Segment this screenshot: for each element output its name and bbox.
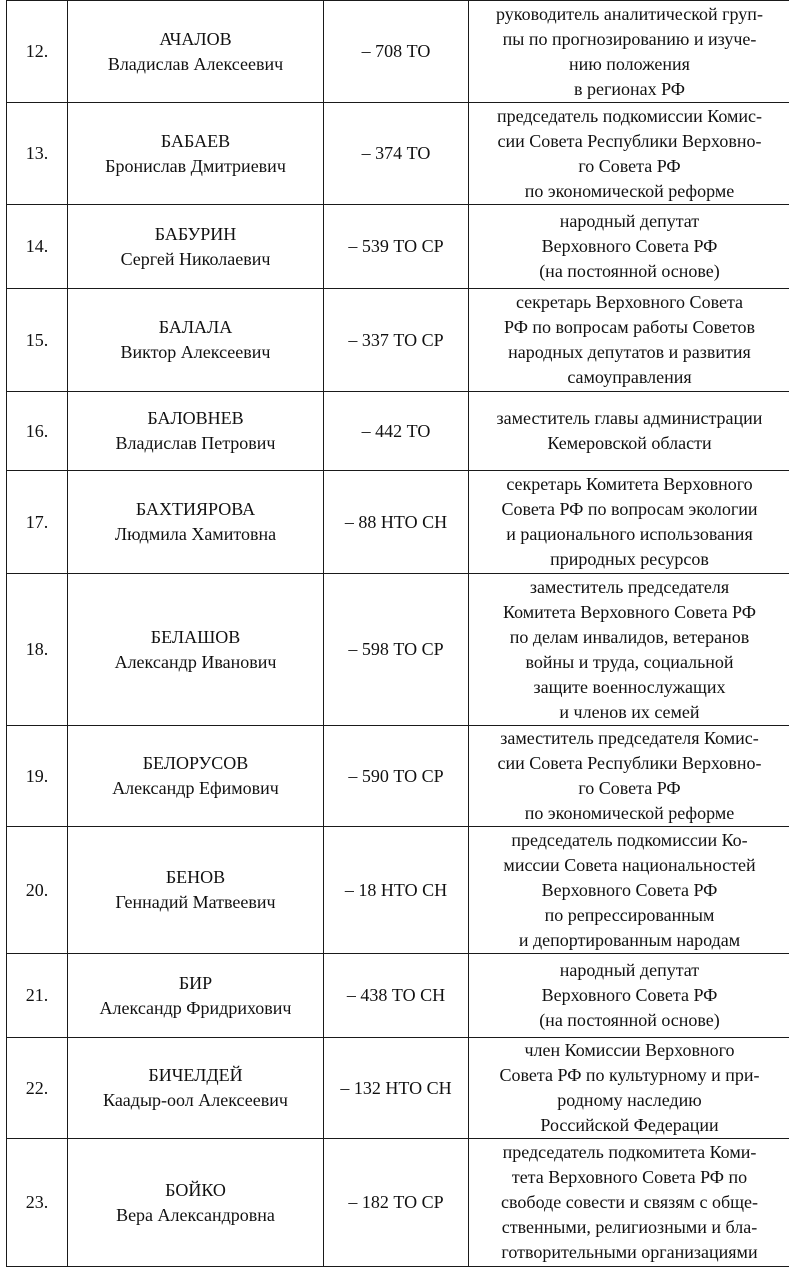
deputy-name-cell <box>68 1038 324 1139</box>
deputy-surname: БАЛОВНЕВ <box>147 408 244 428</box>
table-row <box>7 574 789 726</box>
deputy-surname: БЕНОВ <box>165 867 226 887</box>
table-row <box>7 726 789 827</box>
deputy-surname: АЧАЛОВ <box>159 28 232 49</box>
deputy-name-cell <box>68 954 324 1038</box>
position-line: го Совета РФ <box>578 778 681 798</box>
row-number: 22. <box>7 1038 68 1139</box>
position-line: войны и труда, социальной <box>525 651 734 672</box>
position-line: председатель подкомиссии Ко- <box>511 829 748 850</box>
district-code: – 708 ТО <box>324 1 469 103</box>
position-line: го Совета РФ <box>578 155 681 176</box>
row-number: 12. <box>7 1 68 103</box>
position-line: секретарь Комитета Верховного <box>506 474 753 494</box>
position-line: заместитель председателя <box>529 576 730 597</box>
position-line: народный депутат <box>559 960 700 980</box>
table-row <box>7 392 789 471</box>
deputy-name-cell <box>68 726 324 827</box>
district-code: – 132 НТО СН <box>324 1038 469 1139</box>
district-code: – 442 ТО <box>324 392 469 471</box>
table-row <box>7 1 789 103</box>
table-row <box>7 954 789 1038</box>
position-line: Совета РФ по вопросам экологии <box>501 499 758 519</box>
deputy-position <box>469 103 789 205</box>
table-row <box>7 1038 789 1139</box>
deputy-given-names: Каадыр-оол Алексеевич <box>103 1090 288 1110</box>
deputy-name-cell <box>68 1 324 103</box>
position-line: Российской Федерации <box>540 1115 719 1135</box>
deputy-given-names: Бронислав Дмитриевич <box>105 155 286 176</box>
row-number: 13. <box>7 103 68 205</box>
position-line: председатель подкомиссии Комис- <box>496 105 763 126</box>
deputy-position <box>469 954 789 1038</box>
district-code: – 18 НТО СН <box>324 827 469 954</box>
deputy-name-cell <box>68 289 324 392</box>
position-line: по делам инвалидов, ветеранов <box>509 626 750 647</box>
deputy-position <box>469 574 789 726</box>
position-line: готворительными организациями <box>501 1242 758 1262</box>
district-code: – 337 ТО СР <box>324 289 469 392</box>
position-line: секретарь Верховного Совета <box>515 292 744 312</box>
district-code: – 182 ТО СР <box>324 1139 469 1267</box>
position-line: свободе совести и связям с обще- <box>501 1192 758 1212</box>
table-row <box>7 1139 789 1267</box>
position-line: РФ по вопросам работы Советов <box>504 317 755 337</box>
position-line: заместитель главы администрации <box>496 408 763 428</box>
deputy-position <box>469 726 789 827</box>
deputy-name-cell <box>68 574 324 726</box>
district-code: – 539 ТО СР <box>324 205 469 289</box>
position-line: родному наследию <box>557 1090 702 1110</box>
row-number: 19. <box>7 726 68 827</box>
deputy-surname: БЕЛАШОВ <box>150 626 241 647</box>
position-line: председатель подкомитета Коми- <box>502 1142 757 1162</box>
row-number: 18. <box>7 574 68 726</box>
position-line: член Комиссии Верховного <box>524 1040 735 1060</box>
position-line: по репрессированным <box>544 904 715 925</box>
position-line: тета Верховного Совета РФ по <box>511 1167 748 1187</box>
deputy-position <box>469 827 789 954</box>
position-line: самоуправления <box>567 367 692 387</box>
table-row <box>7 827 789 954</box>
deputies-table-body <box>7 1 789 1267</box>
deputy-name-cell <box>68 392 324 471</box>
deputy-given-names: Александр Фридрихович <box>99 997 292 1018</box>
position-line: пы по прогнозированию и изуче- <box>502 28 757 49</box>
deputy-position <box>469 471 789 574</box>
position-line: и рационального использования <box>506 524 753 544</box>
position-line: Комитета Верховного Совета РФ <box>503 601 756 622</box>
deputies-table <box>6 0 789 1267</box>
position-line: Кемеровской области <box>547 433 712 453</box>
deputy-given-names: Сергей Николаевич <box>120 248 271 269</box>
deputy-given-names: Геннадий Матвеевич <box>115 892 276 912</box>
deputy-position <box>469 1 789 103</box>
deputy-surname: БОЙКО <box>165 1179 226 1200</box>
position-line: заместитель председателя Комис- <box>500 728 759 748</box>
position-line: по экономической реформе <box>524 803 735 823</box>
position-line: сии Совета Республики Верховно- <box>497 753 762 773</box>
deputy-surname: БЕЛОРУСОВ <box>142 753 249 773</box>
position-line: по экономической реформе <box>524 180 735 201</box>
table-row <box>7 103 789 205</box>
deputy-given-names: Александр Иванович <box>114 651 277 672</box>
position-line: (на постоянной основе) <box>539 1010 720 1030</box>
district-code: – 598 ТО СР <box>324 574 469 726</box>
position-line: и депортированным народам <box>518 929 741 950</box>
district-code: – 374 ТО <box>324 103 469 205</box>
deputy-given-names: Виктор Алексеевич <box>120 342 271 362</box>
row-number: 17. <box>7 471 68 574</box>
district-code: – 438 ТО СН <box>324 954 469 1038</box>
deputy-name-cell <box>68 1139 324 1267</box>
row-number: 14. <box>7 205 68 289</box>
deputy-surname: БИР <box>178 972 213 993</box>
table-row <box>7 289 789 392</box>
deputy-surname: БАХТИЯРОВА <box>135 499 256 519</box>
table-row <box>7 205 789 289</box>
deputy-name-cell <box>68 471 324 574</box>
deputy-name-cell <box>68 103 324 205</box>
deputy-name-cell <box>68 827 324 954</box>
position-line: ственными, религиозными и бла- <box>501 1217 758 1237</box>
row-number: 15. <box>7 289 68 392</box>
position-line: миссии Совета национальностей <box>503 854 756 875</box>
position-line: Совета РФ по культурному и при- <box>499 1065 760 1085</box>
district-code: – 88 НТО СН <box>324 471 469 574</box>
row-number: 20. <box>7 827 68 954</box>
deputy-surname: БАБУРИН <box>154 223 237 244</box>
position-line: (на постоянной основе) <box>539 261 720 281</box>
position-line: нию положения <box>569 53 690 74</box>
deputy-surname: БИЧЕЛДЕЙ <box>148 1065 243 1085</box>
table-row <box>7 471 789 574</box>
district-code: – 590 ТО СР <box>324 726 469 827</box>
deputy-position <box>469 1139 789 1267</box>
deputy-given-names: Вера Александровна <box>116 1204 275 1225</box>
position-line: защите военнослужащих <box>533 676 726 697</box>
deputy-position <box>469 1038 789 1139</box>
deputy-given-names: Владислав Алексеевич <box>107 53 284 74</box>
deputy-position <box>469 392 789 471</box>
deputy-surname: БАБАЕВ <box>160 130 231 151</box>
deputy-name-cell <box>68 205 324 289</box>
row-number: 16. <box>7 392 68 471</box>
position-line: народный депутат <box>559 211 700 231</box>
position-line: в регионах РФ <box>573 78 686 99</box>
position-line: Верховного Совета РФ <box>541 879 718 900</box>
position-line: сии Совета Республики Верховно- <box>497 130 762 151</box>
deputy-position <box>469 289 789 392</box>
deputy-given-names: Людмила Хамитовна <box>114 524 277 544</box>
position-line: народных депутатов и развития <box>508 342 751 362</box>
deputy-given-names: Александр Ефимович <box>112 778 279 798</box>
row-number: 21. <box>7 954 68 1038</box>
deputy-given-names: Владислав Петрович <box>115 433 276 453</box>
deputy-surname: БАЛАЛА <box>158 317 233 337</box>
deputy-position <box>469 205 789 289</box>
position-line: Верховного Совета РФ <box>541 236 718 256</box>
position-line: природных ресурсов <box>550 549 709 569</box>
row-number: 23. <box>7 1139 68 1267</box>
position-line: и членов их семей <box>559 701 700 722</box>
position-line: Верховного Совета РФ <box>541 985 718 1005</box>
position-line: руководитель аналитической груп- <box>496 3 763 24</box>
